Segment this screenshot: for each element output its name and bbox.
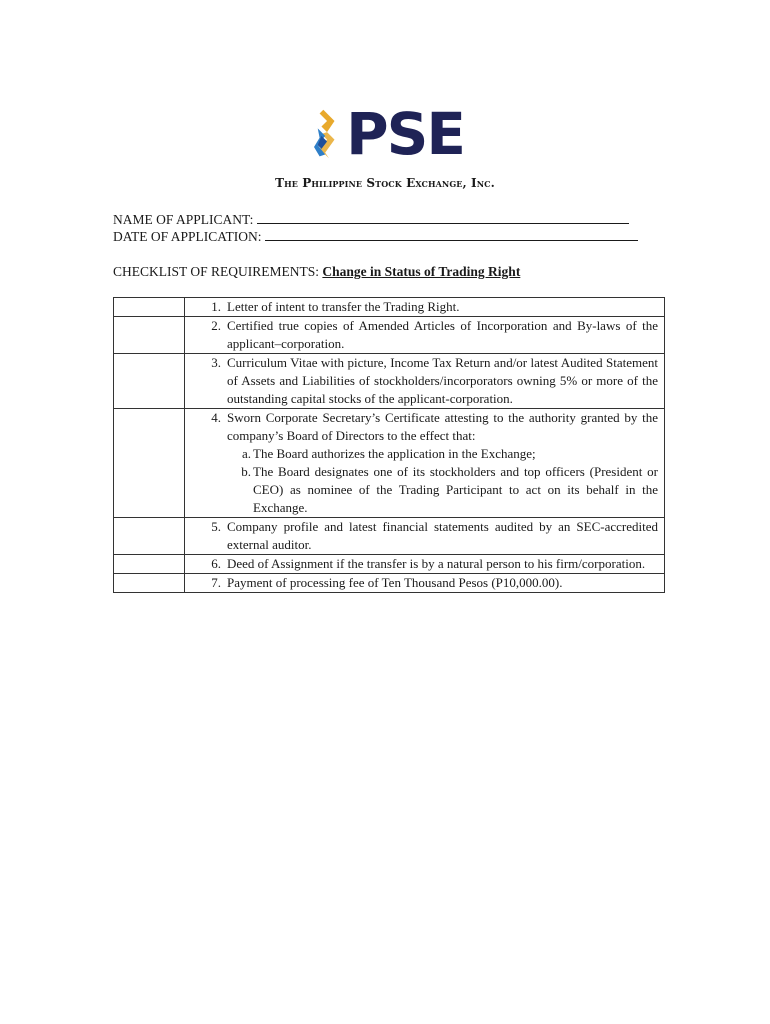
table-row: [114, 409, 665, 518]
subitem-text: The Board authorizes the application in the Exchange;: [253, 446, 536, 461]
item-number: 3.: [211, 355, 221, 370]
logo-text: PSE: [346, 100, 464, 168]
item-number: 1.: [211, 299, 221, 314]
pse-logo: [314, 100, 464, 168]
item-text: Sworn Corporate Secretary’s Certificate attesting to the authority granted by the company’s Board of Directors to the effect that:: [227, 410, 658, 443]
subitem-text: The Board designates one of its stockholders and top officers (President or CEO) as nominee of the Trading Participant to act on its behalf in the Exchange.: [253, 464, 658, 515]
table-row: [114, 317, 665, 354]
item-number: 6.: [211, 556, 221, 571]
applicant-name-field[interactable]: [113, 211, 629, 228]
subitem: [227, 445, 658, 463]
applicant-name-blank[interactable]: [257, 211, 629, 224]
pse-swirl-icon: [314, 106, 340, 162]
item-text: Deed of Assignment if the transfer is by a natural person to his firm/corporation.: [227, 556, 646, 571]
checkbox-cell[interactable]: [114, 317, 185, 354]
checkbox-cell[interactable]: [114, 409, 185, 518]
item-text: Company profile and latest financial statements audited by an SEC-accredited external auditor.: [227, 519, 658, 552]
subitem: [227, 463, 658, 517]
item-number: 4.: [211, 410, 221, 425]
subitem-letter: a.: [241, 446, 251, 461]
item-number: 5.: [211, 519, 221, 534]
subitem-letter: b.: [241, 464, 251, 479]
checklist-subject: Change in Status of Trading Right: [322, 264, 521, 279]
table-row: [114, 354, 665, 409]
item-text: Curriculum Vitae with picture, Income Tax Return and/or latest Audited Statement of Assets and Liabilities of stockholders/incorporators owning 5% or more of the outstanding capital stocks of the applicant-corporation.: [227, 355, 658, 406]
item-text: Payment of processing fee of Ten Thousand Pesos (P10,000.00).: [227, 575, 563, 590]
table-row: [114, 518, 665, 555]
checkbox-cell[interactable]: [114, 574, 185, 593]
table-row: [114, 298, 665, 317]
checklist-label: CHECKLIST OF REQUIREMENTS:: [113, 264, 320, 279]
application-date-blank[interactable]: [265, 228, 638, 241]
item-number: 7.: [211, 575, 221, 590]
table-row: [114, 555, 665, 574]
field-label: DATE OF APPLICATION:: [113, 229, 262, 244]
checkbox-cell[interactable]: [114, 555, 185, 574]
item-number: 2.: [211, 318, 221, 333]
field-label: NAME OF APPLICANT:: [113, 212, 254, 227]
checkbox-cell[interactable]: [114, 518, 185, 555]
checklist-heading: [113, 263, 520, 280]
checkbox-cell[interactable]: [114, 298, 185, 317]
checkbox-cell[interactable]: [114, 354, 185, 409]
requirements-table: [113, 297, 665, 593]
table-row: [114, 574, 665, 593]
item-text: Certified true copies of Amended Articles of Incorporation and By-laws of the applicant–corporation.: [227, 318, 658, 351]
item-text: Letter of intent to transfer the Trading Right.: [227, 299, 460, 314]
application-date-field[interactable]: [113, 228, 638, 245]
organization-title: The Philippine Stock Exchange, Inc.: [275, 176, 495, 190]
